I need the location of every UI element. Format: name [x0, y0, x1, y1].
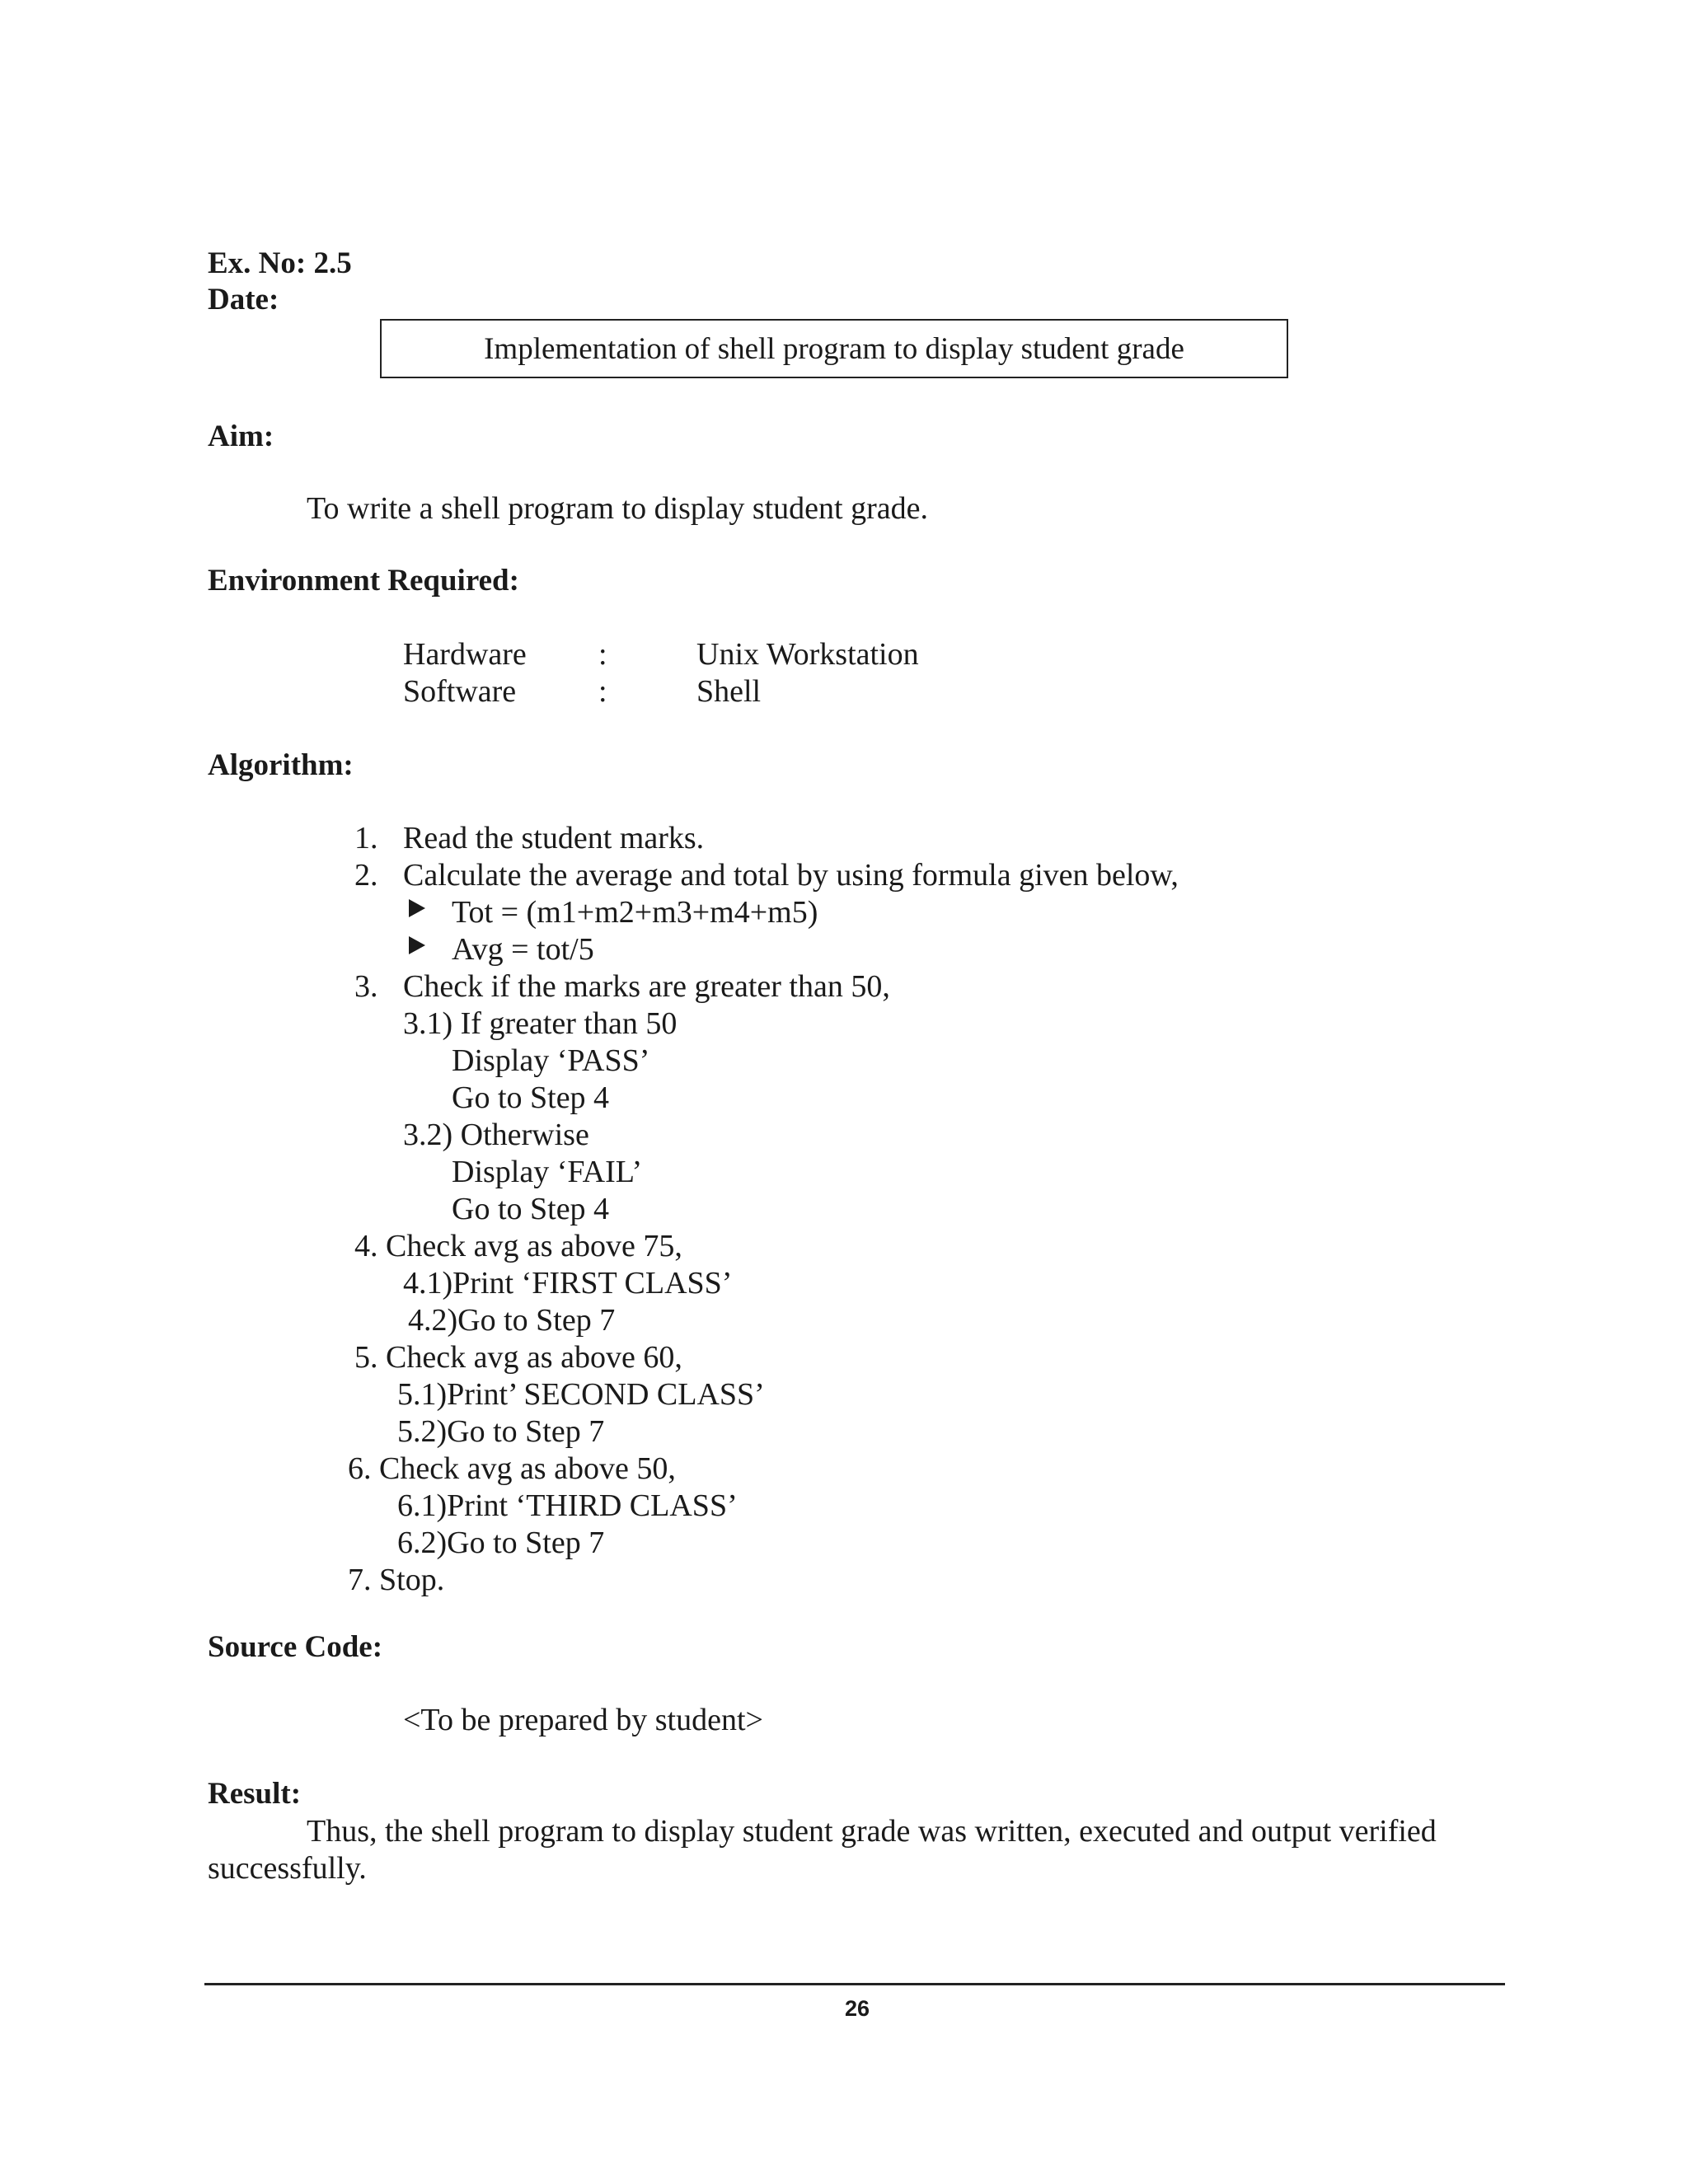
page-number: 26 — [844, 1996, 870, 2021]
algo-step-5: 5. Check avg as above 60, — [354, 1340, 682, 1375]
source-code-heading: Source Code: — [208, 1630, 383, 1664]
algo-step-4-1: 4.1)Print ‘FIRST CLASS’ — [403, 1266, 733, 1301]
algorithm-heading: Algorithm: — [208, 748, 354, 782]
aim-heading: Aim: — [208, 419, 274, 453]
bullet-arrow-icon — [409, 931, 425, 968]
env-software-value: Shell — [696, 674, 762, 709]
algo-step-6: 6. Check avg as above 50, — [348, 1451, 676, 1486]
algo-step-7: 7. Stop. — [348, 1563, 445, 1597]
algo-goto-step-4: Go to Step 4 — [452, 1080, 610, 1115]
environment-heading: Environment Required: — [208, 564, 519, 598]
algo-step-4-2: 4.2)Go to Step 7 — [408, 1303, 616, 1338]
algo-step-6-2: 6.2)Go to Step 7 — [397, 1526, 605, 1560]
algo-step-3-number: 3. — [354, 969, 378, 1004]
env-hardware-value: Unix Workstation — [696, 637, 919, 672]
algo-step-6-1: 6.1)Print ‘THIRD CLASS’ — [397, 1488, 738, 1523]
algo-display-fail: Display ‘FAIL’ — [452, 1155, 643, 1189]
date-label: Date: — [208, 283, 279, 316]
algo-step-3-text: Check if the marks are greater than 50, — [403, 969, 890, 1004]
result-heading: Result: — [208, 1777, 302, 1811]
algo-formula-average: Avg = tot/5 — [452, 932, 594, 967]
algo-step-3-1: 3.1) If greater than 50 — [403, 1006, 678, 1041]
algo-display-pass: Display ‘PASS’ — [452, 1043, 650, 1078]
algo-step-3-2: 3.2) Otherwise — [403, 1118, 589, 1152]
title-box — [380, 319, 1288, 378]
result-text-line-2: successfully. — [208, 1851, 367, 1886]
document-title: Implementation of shell program to display student grade — [484, 331, 1184, 366]
algo-step-2-text: Calculate the average and total by using formula given below, — [403, 858, 1179, 893]
exercise-number: Ex. No: 2.5 — [208, 246, 352, 280]
result-text-line-1: Thus, the shell program to display student grade was written, executed and output verified — [307, 1814, 1437, 1849]
source-code-placeholder: <To be prepared by student> — [403, 1703, 763, 1737]
env-hardware-sep: : — [598, 637, 607, 672]
footer-rule — [204, 1983, 1505, 1985]
env-software-label: Software — [403, 674, 517, 709]
env-hardware-label: Hardware — [403, 637, 527, 672]
algo-step-4: 4. Check avg as above 75, — [354, 1229, 682, 1263]
algo-step-2-number: 2. — [354, 858, 378, 893]
aim-text: To write a shell program to display student grade. — [307, 491, 928, 526]
algo-step-1-text: Read the student marks. — [403, 821, 705, 855]
algo-formula-total: Tot = (m1+m2+m3+m4+m5) — [452, 895, 818, 930]
env-software-sep: : — [598, 674, 607, 709]
algo-step-5-1: 5.1)Print’ SECOND CLASS’ — [397, 1377, 765, 1412]
bullet-arrow-icon — [409, 894, 425, 930]
algo-step-1-number: 1. — [354, 821, 378, 855]
algo-goto-step-4: Go to Step 4 — [452, 1192, 610, 1226]
algo-step-5-2: 5.2)Go to Step 7 — [397, 1414, 605, 1449]
